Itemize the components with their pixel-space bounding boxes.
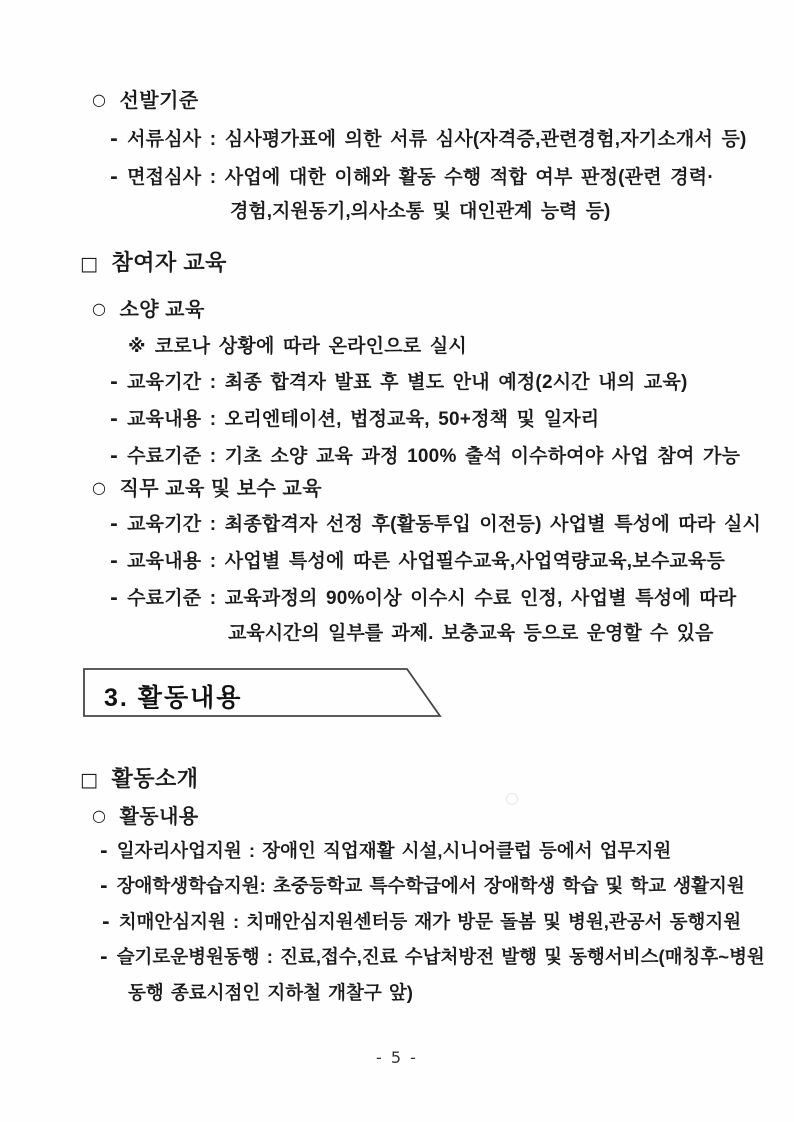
list-item-text: 서류심사 : 심사평가표에 의한 서류 심사(자격증,관련경험,자기소개서 등) <box>127 129 747 150</box>
dash-bullet: - <box>102 912 110 933</box>
list-item-text: 일자리사업지원 : 장애인 직업재활 시설,시니어클럽 등에서 업무지원 <box>116 840 672 861</box>
heading-activity-intro <box>80 762 198 793</box>
dash-bullet: - <box>100 841 108 862</box>
heading-activity-contents <box>92 800 199 829</box>
list-item-text: 슬기로운병원동행 : 진료,접수,진료 수납처방전 발행 및 동행서비스(매칭후~병원 <box>116 946 765 967</box>
list-item-continuation <box>230 196 610 223</box>
list-item-continuation <box>128 979 413 1005</box>
list-item-job-support <box>100 837 671 863</box>
heading-text: 선발기준 <box>119 90 199 112</box>
dash-bullet: - <box>110 371 119 393</box>
list-item-education-content <box>110 404 599 431</box>
list-item-text: 치매안심지원 : 치매안심지원센터등 재가 방문 돌봄 및 병원,관공서 동행지원 <box>118 911 742 932</box>
list-item-education-period <box>110 367 688 394</box>
dash-bullet: - <box>110 128 119 150</box>
heading-text: 활동소개 <box>111 766 199 791</box>
page-number: - 5 - <box>376 1048 418 1067</box>
banner-title: 3. 활동내용 <box>104 684 243 712</box>
circle-bullet-icon: ○ <box>92 478 107 497</box>
list-item-text: 교육기간 : 최종 합격자 발표 후 별도 안내 예정(2시간 내의 교육) <box>127 372 688 393</box>
list-item-job-education-period <box>110 509 761 536</box>
list-item-text: 면접심사 : 사업에 대한 이해와 활동 수행 적합 여부 판정(관련 경력· <box>127 167 714 188</box>
heading-text: 활동내용 <box>119 806 199 828</box>
square-bullet-icon: □ <box>80 769 99 791</box>
dash-bullet: - <box>110 513 119 535</box>
dash-bullet: - <box>100 947 108 968</box>
list-item-dementia-care-support <box>102 908 741 934</box>
reference-mark-icon: ※ <box>128 336 146 357</box>
list-item-text: 수료기준 : 기초 소양 교육 과정 100% 출석 이수하여야 사업 참여 가능 <box>127 446 741 467</box>
list-item-completion-criteria <box>110 441 740 468</box>
list-item-interview-review <box>110 162 714 189</box>
list-item-text: 동행 종료시점인 지하철 개찰구 앞) <box>128 982 413 1003</box>
list-item-hospital-companion <box>100 943 765 969</box>
dash-bullet: - <box>110 445 119 467</box>
heading-text: 참여자 교육 <box>111 250 227 275</box>
list-item-text: 경험,지원동기,의사소통 및 대인관계 능력 등) <box>230 201 611 222</box>
note-online-education <box>128 331 467 358</box>
circle-bullet-icon: ○ <box>92 299 107 318</box>
dash-bullet: - <box>110 166 119 188</box>
circle-bullet-icon: ○ <box>92 806 107 825</box>
heading-basic-education <box>92 293 205 322</box>
heading-participant-education <box>80 246 227 277</box>
list-item-text: 장애학생학습지원: 초중등학교 특수학급에서 장애학생 학습 및 학교 생활지원 <box>116 875 745 896</box>
list-item-text: 교육내용 : 오리엔테이션, 법정교육, 50+정책 및 일자리 <box>127 409 600 430</box>
list-item-job-completion-criteria <box>110 583 736 610</box>
heading-text: 직무 교육 및 보수 교육 <box>119 478 323 500</box>
heading-text: 소양 교육 <box>119 299 205 321</box>
scan-artifact-circle <box>506 793 518 805</box>
list-item-text: 수료기준 : 교육과정의 90%이상 이수시 수료 인정, 사업별 특성에 따라 <box>127 588 737 609</box>
circle-bullet-icon: ○ <box>92 90 107 109</box>
square-bullet-icon: □ <box>80 253 99 275</box>
dash-bullet: - <box>110 550 119 572</box>
list-item-job-education-content <box>110 546 725 573</box>
heading-selection-criteria <box>92 84 199 113</box>
dash-bullet: - <box>110 408 119 430</box>
list-item-text: 교육내용 : 사업별 특성에 따른 사업필수교육,사업역량교육,보수교육등 <box>127 551 726 572</box>
list-item-text: 교육기간 : 최종합격자 선정 후(활동투입 이전등) 사업별 특성에 따라 실시 <box>127 514 762 535</box>
dash-bullet: - <box>110 587 119 609</box>
heading-job-education <box>92 472 322 501</box>
list-item-document-review <box>110 124 747 151</box>
list-item-continuation <box>228 618 713 645</box>
dash-bullet: - <box>100 876 108 897</box>
list-item-disabled-student-support <box>100 872 745 898</box>
note-text: 코로나 상황에 따라 온라인으로 실시 <box>154 336 467 357</box>
list-item-text: 교육시간의 일부를 과제. 보충교육 등으로 운영할 수 있음 <box>228 623 714 644</box>
section-banner-activity <box>83 667 443 719</box>
